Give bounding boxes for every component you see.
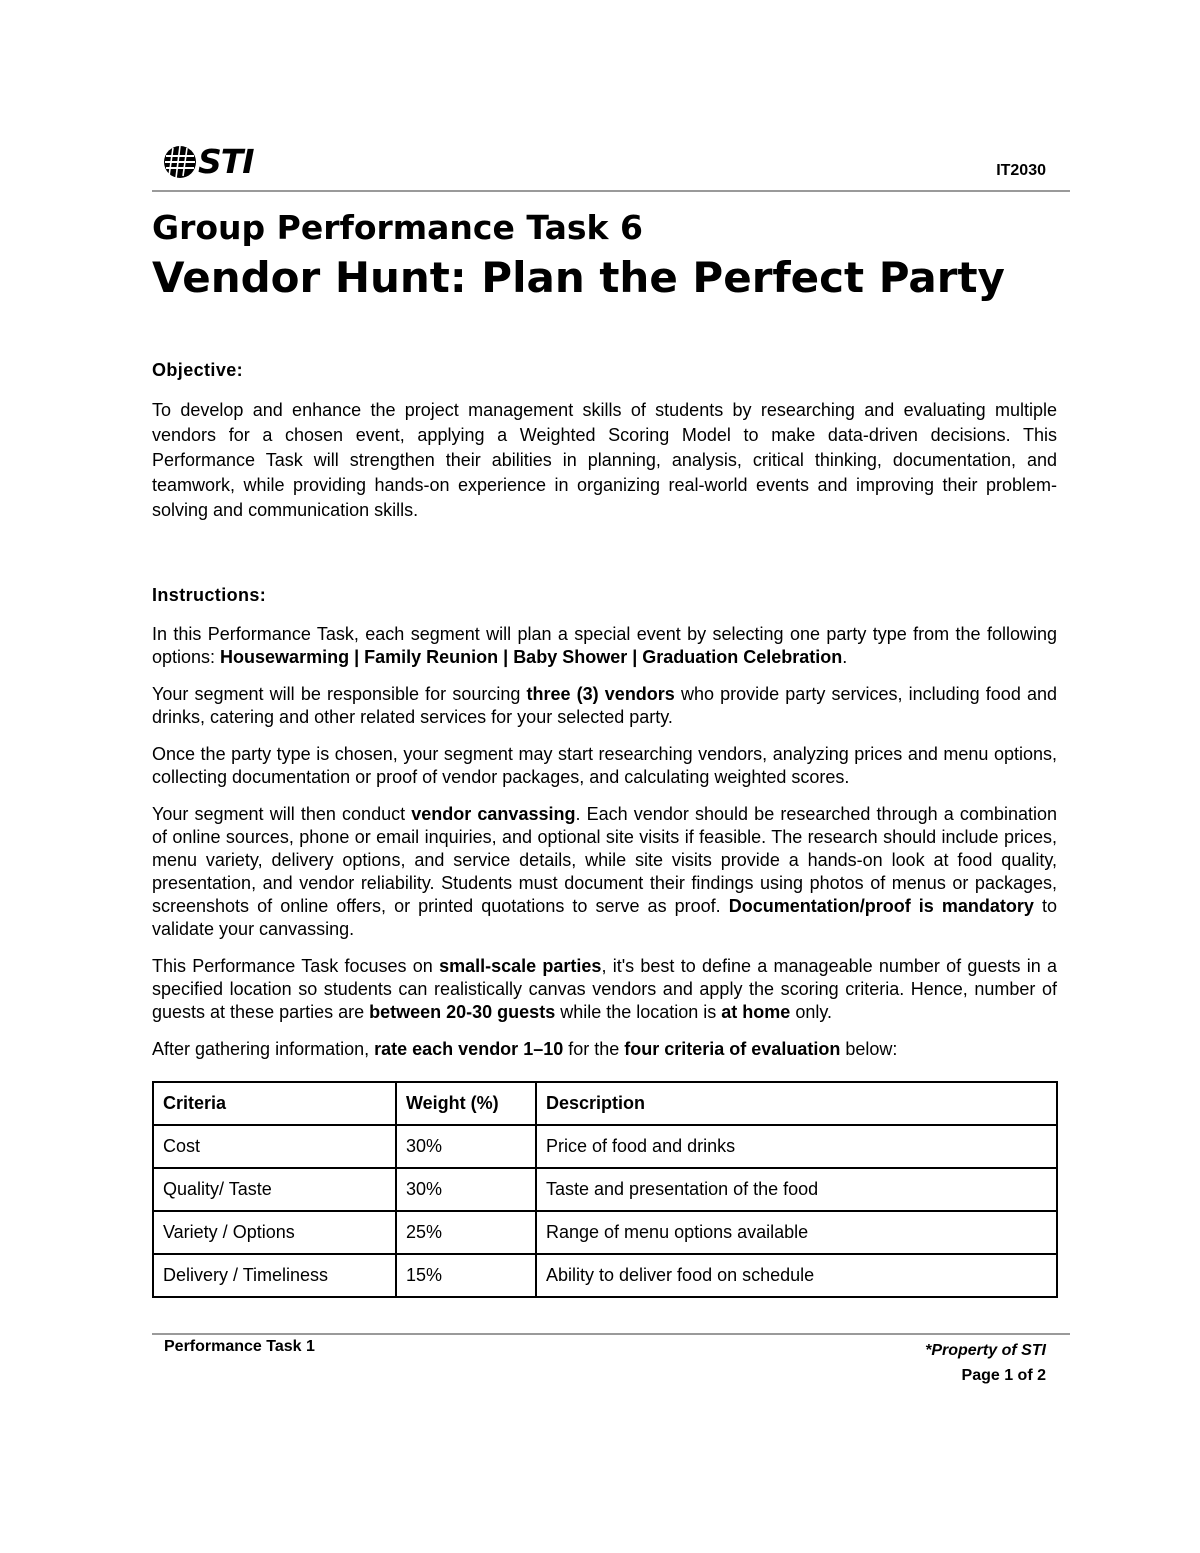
instructions-heading: Instructions: bbox=[152, 585, 267, 605]
emphasis: between 20-30 guests bbox=[369, 1002, 556, 1022]
objective-heading: Objective: bbox=[152, 360, 244, 380]
objective-text: To develop and enhance the project management skills of students by researching and evaluating multiple vendors for a chosen event, applying a Weighted Scoring Model to make data-driven decisions. This Performance Task will strengthen their abilities in planning, analysis, critical thinking, documentation, and teamwork, while providing hands-on experience in organizing real-world events and improving their problem-solving and communication skills. bbox=[152, 400, 1057, 520]
table-row bbox=[153, 1168, 1057, 1211]
column-header-description: Description bbox=[536, 1082, 1057, 1125]
criteria-table bbox=[152, 1081, 1058, 1298]
party-option-graduation: Graduation Celebration bbox=[642, 647, 843, 667]
table-row bbox=[153, 1254, 1057, 1297]
table-row bbox=[153, 1125, 1057, 1168]
weight-cell: 15% bbox=[396, 1254, 536, 1297]
description-cell: Price of food and drinks bbox=[536, 1125, 1057, 1168]
sti-logo bbox=[162, 140, 254, 184]
party-option-family-reunion: Family Reunion bbox=[364, 647, 499, 667]
separator: | bbox=[349, 647, 365, 667]
column-header-weight: Weight (%) bbox=[396, 1082, 536, 1125]
instructions-paragraph-1 bbox=[152, 623, 1057, 669]
text-run: . bbox=[842, 647, 848, 667]
course-code: IT2030 bbox=[996, 162, 1046, 179]
text-run: This Performance Task focuses on bbox=[152, 956, 440, 976]
column-header-criteria: Criteria bbox=[153, 1082, 396, 1125]
description-cell: Range of menu options available bbox=[536, 1211, 1057, 1254]
header-divider bbox=[152, 190, 1070, 192]
text-run: while the location is bbox=[555, 1002, 722, 1022]
text-run: who provide party services, including food and drinks, catering and other related services for your selected party. bbox=[152, 684, 1058, 727]
text-run: Your segment will be responsible for sourcing bbox=[152, 684, 527, 704]
criteria-cell: Quality/ Taste bbox=[153, 1168, 396, 1211]
emphasis: small-scale parties bbox=[439, 956, 602, 976]
separator: | bbox=[627, 647, 643, 667]
page-title: Group Performance Task 6 bbox=[152, 208, 643, 247]
instructions-paragraph-6 bbox=[152, 1038, 1057, 1061]
table-header-row bbox=[153, 1082, 1057, 1125]
weight-cell: 25% bbox=[396, 1211, 536, 1254]
table-row bbox=[153, 1211, 1057, 1254]
instructions-paragraph-4 bbox=[152, 803, 1057, 941]
page-subtitle: Vendor Hunt: Plan the Perfect Party bbox=[152, 253, 1005, 302]
page-header bbox=[152, 140, 1070, 192]
instructions-paragraph-3: Once the party type is chosen, your segment may start researching vendors, analyzing prices and menu options, collecting documentation or proof of vendor packages, and calculating weighted scores. bbox=[152, 744, 1057, 787]
footer-right bbox=[925, 1338, 1046, 1388]
party-option-baby-shower: Baby Shower bbox=[513, 647, 628, 667]
text-run: In this Performance Task, each segment will plan a special event by selecting one party type from the following options: bbox=[152, 624, 1057, 667]
property-notice: *Property of STI bbox=[925, 1342, 1046, 1359]
emphasis: rate each vendor 1–10 bbox=[374, 1039, 564, 1059]
globe-icon bbox=[162, 144, 198, 180]
criteria-cell: Cost bbox=[153, 1125, 396, 1168]
emphasis: Documentation/proof is mandatory bbox=[728, 896, 1034, 916]
party-option-housewarming: Housewarming bbox=[220, 647, 350, 667]
description-cell: Taste and presentation of the food bbox=[536, 1168, 1057, 1211]
text-run: , it's best to define a manageable number of guests in a specified location so students can realistically canvas vendors and apply the scoring criteria. Hence, number of guests at these parties are bbox=[152, 956, 1057, 1022]
criteria-cell: Variety / Options bbox=[153, 1211, 396, 1254]
text-run: After gathering information, bbox=[152, 1039, 375, 1059]
weight-cell: 30% bbox=[396, 1168, 536, 1211]
text-run: Your segment will then conduct bbox=[152, 804, 412, 824]
text-run: . Each vendor should be researched through a combination of online sources, phone or email inquiries, and optional site visits if feasible. The research should include prices, menu variety, delivery options, and service details, while site visits provide a hands-on look at food quality, presentation, and vendor reliability. Students must document their findings using photos of menus or packages, screenshots of online offers, or printed quotations to serve as proof. bbox=[152, 804, 1057, 916]
text-run: for the bbox=[563, 1039, 625, 1059]
text-run: to validate your canvassing. bbox=[152, 896, 1058, 939]
emphasis: vendor canvassing bbox=[411, 804, 576, 824]
criteria-cell: Delivery / Timeliness bbox=[153, 1254, 396, 1297]
instructions-paragraph-2 bbox=[152, 683, 1057, 729]
text-run: only. bbox=[790, 1002, 832, 1022]
emphasis: three (3) vendors bbox=[526, 684, 675, 704]
logo-text: STI bbox=[198, 142, 254, 181]
text-run: below: bbox=[840, 1039, 898, 1059]
emphasis: at home bbox=[721, 1002, 791, 1022]
page-number: Page 1 of 2 bbox=[961, 1367, 1046, 1384]
description-cell: Ability to deliver food on schedule bbox=[536, 1254, 1057, 1297]
separator: | bbox=[498, 647, 514, 667]
document-body bbox=[152, 358, 1057, 1075]
footer-task-label: Performance Task 1 bbox=[164, 1338, 315, 1355]
emphasis: four criteria of evaluation bbox=[624, 1039, 841, 1059]
footer-divider bbox=[152, 1333, 1070, 1335]
weight-cell: 30% bbox=[396, 1125, 536, 1168]
instructions-paragraph-5 bbox=[152, 955, 1057, 1024]
